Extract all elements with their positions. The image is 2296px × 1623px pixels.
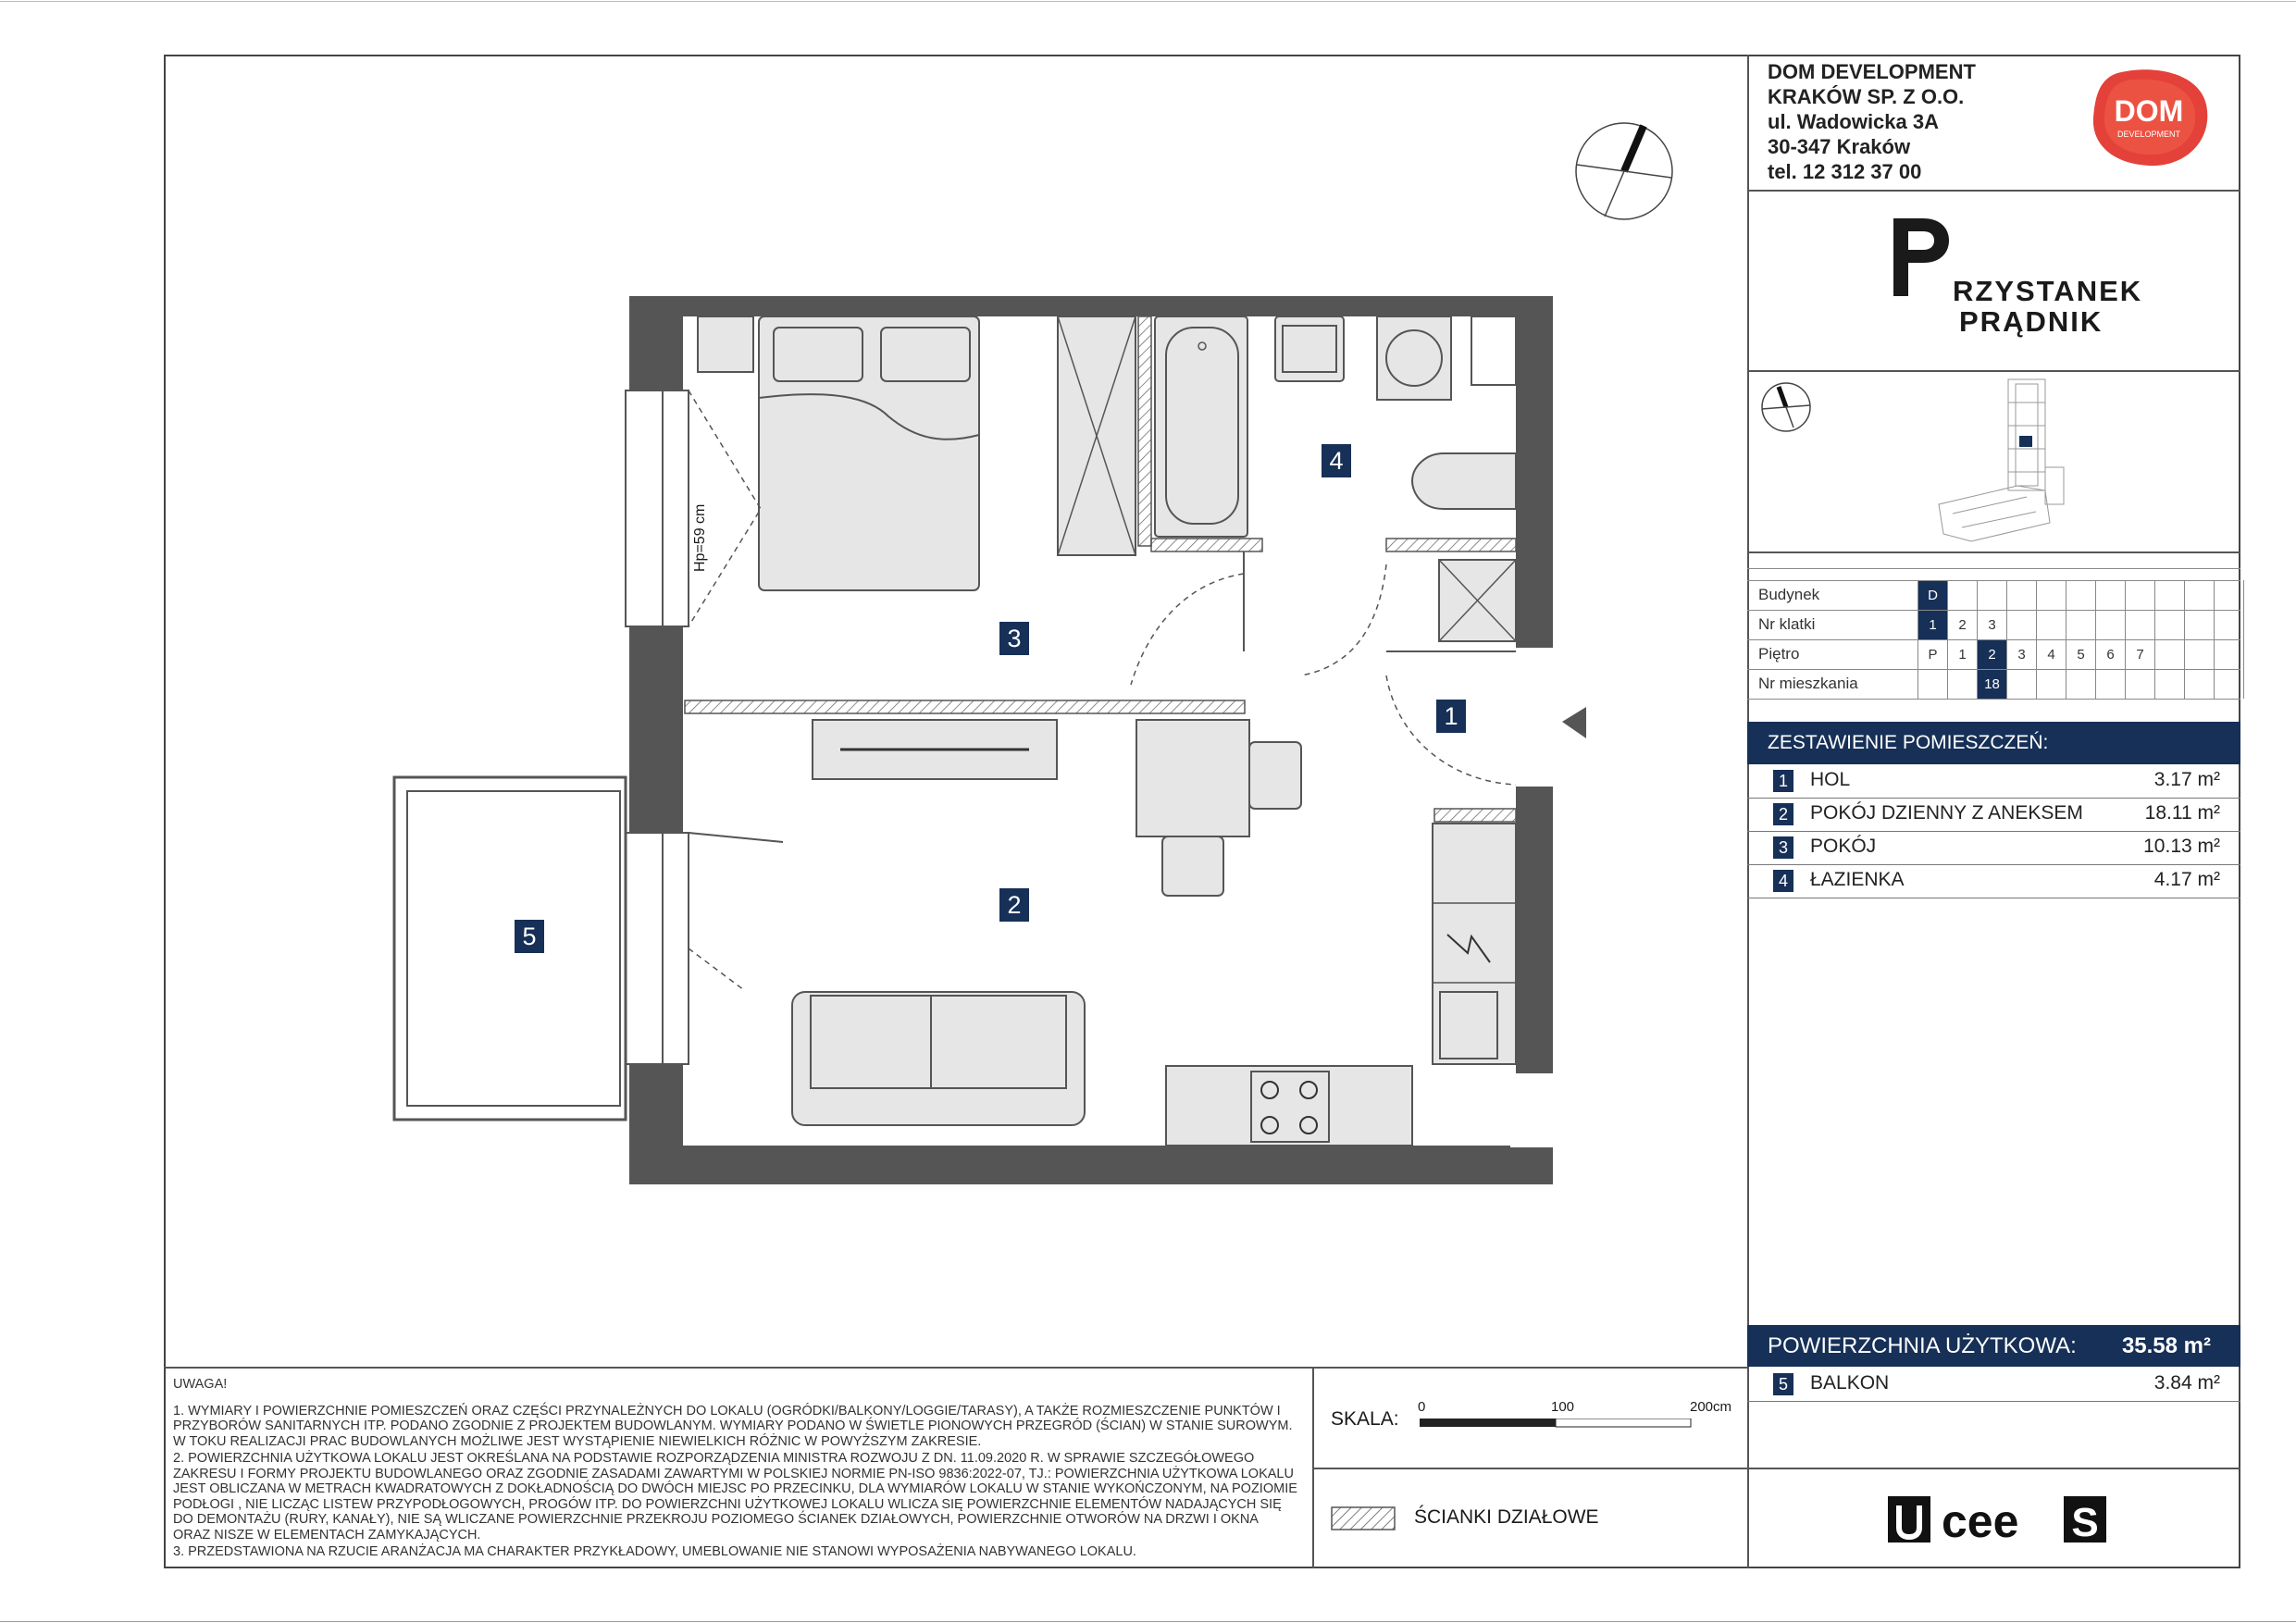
floor-cell: 3 <box>2017 647 2026 663</box>
scale-tick-200: 200cm <box>1690 1399 1732 1415</box>
table-line-0 <box>1747 568 2240 569</box>
plan-label-bathroom: 4 <box>1329 447 1344 475</box>
svg-text:DOM: DOM <box>2114 94 2184 128</box>
room-name: ŁAZIENKA <box>1810 869 1905 890</box>
room-area: 4.17 m² <box>2153 869 2220 890</box>
floor-cell: 6 <box>2106 647 2115 663</box>
note-item-2: 2. POWIERZCHNIA UŻYTKOWA LOKALU JEST OKREŚLANA NA PODSTAWIE ROZPORZĄDZENIA MINISTRA ROZWOJU Z DN. 11.09.2020 R. W SPRAWIE SZCZEGÓŁOWEGO ZAKRESU I FORMY PROJEKTU BUDOWLANEGO ORAZ ZGODNIE ZASADAMI ZAWARTYMI W POLSKIEJ NORMIE PN-ISO 9836:2022-07, TJ.: POWIERZCHNIA UŻYTKOWA LOKALU JEST OBLICZANA W METRACH KWADRATOWYCH Z DOKŁADNOŚCIĄ DO DWÓCH MIEJSC PO PRZECINKU, DLA WYMIARÓW LOKALU W STANIE WYKOŃCZONYM, NA POZIOMIE PODŁOGI , NIE LICZĄC LISTEW PRZYPODŁOGOWYCH, PROGÓW ITP. DO POWIERZCHNI UŻYTKOWEJ LOKALU WLICZA SIĘ POWIERZCHNIE ELEMENTÓW NADAJĄCYCH SIĘ DO DEMONTAŻU (RURY, KANAŁY), NIE SĄ WLICZANE POWIERZCHNIE PRZEKROJU POZIOMEGO ŚCIANEK DZIAŁOWYCH, POWIERZCHNIE OTWORÓW NA DRZWI I OKNA ORAZ NISZE W ELEMENTACH ZAMYKAJĄCYCH. <box>173 1451 1297 1542</box>
apartment-label: Nr mieszkania <box>1758 675 1858 692</box>
apartment-cell: 18 <box>1978 670 2006 699</box>
room-name: POKÓJ <box>1810 836 1877 857</box>
room-area: 10.13 m² <box>2143 836 2220 857</box>
room-area: 3.84 m² <box>2153 1372 2220 1394</box>
room-row <box>1747 764 2240 799</box>
room-row <box>1747 798 2240 832</box>
room-area: 3.17 m² <box>2153 769 2220 790</box>
stairwell-cell: 3 <box>1988 617 1996 633</box>
project-name-line2: PRĄDNIK <box>1959 305 2104 338</box>
note-item-3: 3. PRZEDSTAWIONA NA RZUCIE ARANŻACJA MA CHARAKTER PRZYKŁADOWY, UMEBLOWANIE NIE STANOWI WYPOSAŻENIA NABYWANEGO LOKALU. <box>173 1544 1136 1559</box>
room-number-badge: 2 <box>1773 803 1793 825</box>
room-area: 18.11 m² <box>2144 802 2220 824</box>
compass-north-icon <box>1573 120 1675 222</box>
dom-development-logo <box>2090 68 2212 169</box>
stairwell-label: Nr klatki <box>1758 615 1816 633</box>
svg-text:cee: cee <box>1942 1495 2019 1546</box>
scale-bar <box>1420 1416 1692 1425</box>
partition-legend-label: ŚCIANKI DZIAŁOWE <box>1414 1506 1599 1528</box>
floor-cell: 2 <box>1978 640 2006 669</box>
keyplan-divider <box>1747 551 2240 553</box>
usable-area-value: 35.58 m² <box>2121 1333 2211 1358</box>
floor-cell: 1 <box>1958 647 1967 663</box>
page-bottom-line <box>0 1621 2296 1622</box>
svg-text:DEVELOPMENT: DEVELOPMENT <box>2116 130 2181 139</box>
scale-tick-0: 0 <box>1418 1399 1426 1415</box>
plan-label-hall: 1 <box>1444 702 1458 730</box>
keyplan-site-map <box>1934 375 2096 546</box>
company-name-line1: DOM DEVELOPMENT <box>1768 60 1976 83</box>
company-divider <box>1747 190 2240 192</box>
usable-area-bar <box>1747 1325 2240 1367</box>
table-col-line <box>2154 580 2155 699</box>
table-line-5 <box>1747 699 2240 700</box>
room-number-badge: 4 <box>1773 870 1793 892</box>
building-label: Budynek <box>1758 586 1820 603</box>
table-col-line <box>2214 580 2215 699</box>
company-street: ul. Wadowicka 3A <box>1768 110 1940 133</box>
table-col-line <box>2184 580 2185 699</box>
room-name: BALKON <box>1810 1372 1890 1394</box>
floor-cell: 7 <box>2136 647 2144 663</box>
stairwell-cell: 1 <box>1918 611 1947 639</box>
svg-text:S: S <box>2071 1500 2099 1545</box>
notes-title: UWAGA! <box>173 1377 228 1392</box>
note-item-1: 1. WYMIARY I POWIERZCHNIE POMIESZCZEŃ ORAZ CZĘŚCI PRZYNALEŻNYCH DO LOKALU (OGRÓDKI/BALKONY/LOGGIE/TARASY), A TAKŻE ROZMIESZCZENIE PUNKTÓW I PRZYBORÓW SANITARNYCH ITP. PODANO ZGODNIE Z PROJEKTEM BUDOWLANYM. WYMIARY PODANO W ŚWIETLE PIONOWYCH PRZEGRÓD (ŚCIAN) W STANIE SUROWYM. W TOKU REALIZACJI PRAC BUDOWLANYCH MOŻLIWE JEST WYSTĄPIENIE NIEWIELKICH RÓŻNIC W POWYŻSZYM ZAKRESIE. <box>173 1403 1293 1449</box>
ucees-logo <box>1888 1494 2110 1546</box>
room-row <box>1747 831 2240 865</box>
rooms-header: ZESTAWIENIE POMIESZCZEŃ: <box>1747 722 2240 764</box>
scale-legend-divider <box>1312 1468 1747 1469</box>
table-col-line <box>2006 580 2007 699</box>
company-phone: tel. 12 312 37 00 <box>1768 160 1922 183</box>
company-name-line2: KRAKÓW SP. Z O.O. <box>1768 85 1965 108</box>
room-row <box>1747 1368 2240 1402</box>
extras-divider <box>1747 1468 2240 1469</box>
keyplan-compass-icon <box>1758 379 1814 435</box>
table-col-line <box>2095 580 2096 699</box>
partition-hatch-swatch <box>1331 1506 1396 1530</box>
room-number-badge: 3 <box>1773 836 1793 859</box>
plan-label-living: 2 <box>1007 891 1022 919</box>
scale-label: SKALA: <box>1331 1408 1399 1430</box>
notes-divider <box>164 1367 1747 1369</box>
table-col-line <box>1947 580 1948 699</box>
floor-cell: 5 <box>2077 647 2085 663</box>
floor-plan <box>370 278 1610 1184</box>
table-col-line <box>2243 580 2244 699</box>
room-row <box>1747 864 2240 898</box>
floor-cell: P <box>1928 647 1938 663</box>
room-number-badge: 5 <box>1773 1373 1793 1395</box>
scale-tick-100: 100 <box>1551 1399 1575 1415</box>
room-name: POKÓJ DZIENNY Z ANEKSEM <box>1810 802 2083 824</box>
page-top-line <box>0 1 2296 2</box>
company-info <box>1768 59 1976 184</box>
table-col-line <box>2125 580 2126 699</box>
usable-area-label: POWIERZCHNIA UŻYTKOWA: <box>1768 1333 2077 1358</box>
plan-label-balcony: 5 <box>522 923 537 950</box>
plan-label-bedroom: 3 <box>1007 625 1022 652</box>
table-col-line <box>2036 580 2037 699</box>
room-number-badge: 1 <box>1773 770 1793 792</box>
window-height-note: Hp=59 cm <box>692 503 708 572</box>
project-name-line1: RZYSTANEK <box>1953 275 2143 307</box>
table-line-1 <box>1747 580 2240 581</box>
building-cell: D <box>1918 581 1947 610</box>
room-name: HOL <box>1810 769 1851 790</box>
company-city: 30-347 Kraków <box>1768 135 1911 158</box>
notes-block <box>173 1377 1297 1562</box>
floor-label: Piętro <box>1758 645 1800 663</box>
project-divider <box>1747 370 2240 372</box>
floor-cell: 4 <box>2047 647 2055 663</box>
stairwell-cell: 2 <box>1958 617 1967 633</box>
